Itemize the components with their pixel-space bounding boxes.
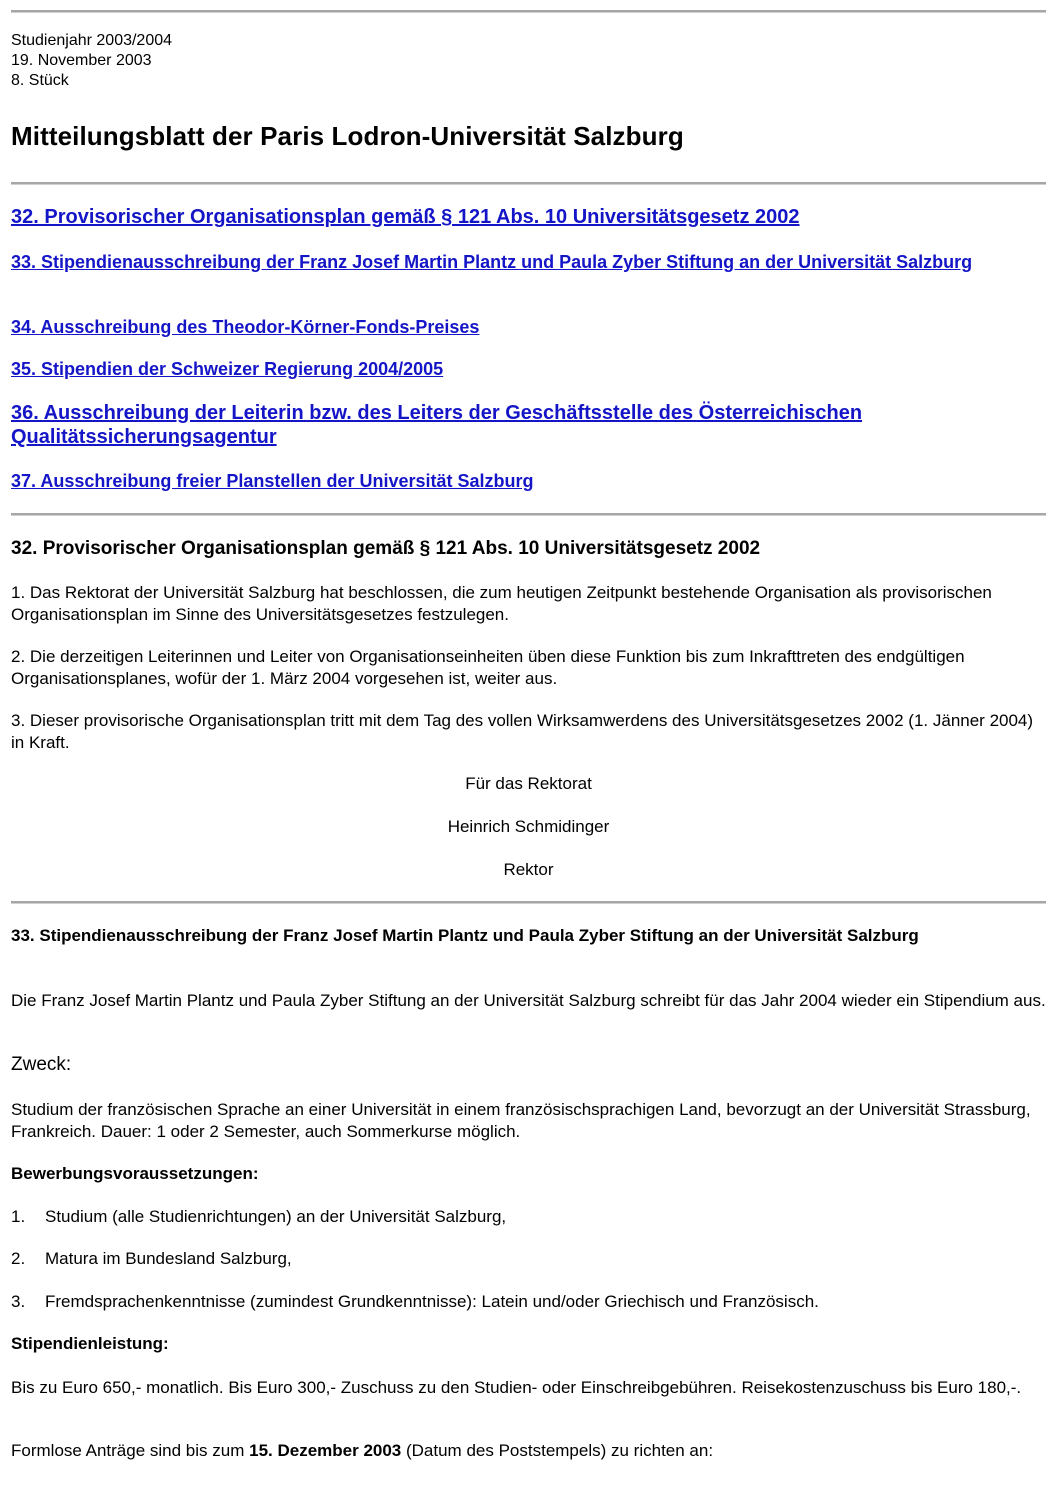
toc-link-34[interactable]: 34. Ausschreibung des Theodor-Körner-Fonds-Preises <box>11 317 480 337</box>
application-text-before: Formlose Anträge sind bis zum <box>11 1441 250 1460</box>
academic-year: Studienjahr 2003/2004 <box>11 32 173 49</box>
signature-role: Rektor <box>503 860 554 879</box>
toc-link-32[interactable]: 32. Provisorischer Organisationsplan gemäß § 121 Abs. 10 Universitätsgesetz 2002 <box>11 206 800 228</box>
signature-for-rectorate: Für das Rektorat <box>465 774 592 793</box>
signature-name: Heinrich Schmidinger <box>447 817 610 836</box>
requirement-number: 3. <box>11 1292 26 1311</box>
section-33-heading: 33. Stipendienausschreibung der Franz Josef Martin Plantz und Paula Zyber Stiftung an der Universität Salzburg <box>11 926 919 945</box>
benefits-text: Bis zu Euro 650,- monatlich. Bis Euro 300,- Zuschuss zu den Studien- oder Einschreibgebühren. Reisekostenzuschuss bis Euro 180,-. <box>11 1378 1022 1397</box>
top-divider <box>11 10 1046 13</box>
application-deadline: 15. Dezember 2003 <box>249 1441 402 1460</box>
toc-link-35[interactable]: 35. Stipendien der Schweizer Regierung 2004/2005 <box>11 359 444 379</box>
requirement-number: 2. <box>11 1249 26 1268</box>
requirement-item-1 <box>11 1206 506 1228</box>
benefits-label <box>11 1333 1046 1355</box>
application-text-after: (Datum des Poststempels) zu richten an: <box>401 1441 714 1460</box>
issue-number: 8. Stück <box>11 72 69 89</box>
benefits-label-text: Stipendienleistung: <box>11 1334 169 1353</box>
requirement-item-3 <box>11 1291 819 1313</box>
requirement-text: Fremdsprachenkenntnisse (zumindest Grundkenntnisse): Latein und/oder Griechisch und Französisch. <box>45 1292 819 1311</box>
requirement-number: 1. <box>11 1207 26 1226</box>
divider-header <box>11 182 1046 185</box>
requirement-text: Matura im Bundesland Salzburg, <box>45 1249 292 1268</box>
purpose-text: Studium der französischen Sprache an einer Universität in einem französischsprachigen Land, bevorzugt an der Universität Strassburg, Frankreich. Dauer: 1 oder 2 Semester, auch Sommerkurse möglich. <box>11 1100 1031 1141</box>
purpose-label: Zweck: <box>11 1054 72 1075</box>
requirement-text: Studium (alle Studienrichtungen) an der Universität Salzburg, <box>45 1207 507 1226</box>
requirements-label-text: Bewerbungsvoraussetzungen: <box>11 1164 259 1183</box>
page-title: Mitteilungsblatt der Paris Lodron-Universität Salzburg <box>11 121 684 151</box>
section-33-intro: Die Franz Josef Martin Plantz und Paula Zyber Stiftung an der Universität Salzburg schreibt für das Jahr 2004 wieder ein Stipendium aus. <box>11 991 1046 1010</box>
application-instructions <box>11 1440 1046 1462</box>
toc-link-36[interactable]: 36. Ausschreibung der Leiterin bzw. des Leiters der Geschäftsstelle des Österreichischen Qualitätssicherungsagentur <box>11 402 863 448</box>
toc-link-37[interactable]: 37. Ausschreibung freier Planstellen der Universität Salzburg <box>11 471 534 491</box>
divider-toc <box>11 513 1046 516</box>
section-32-heading: 32. Provisorischer Organisationsplan gemäß § 121 Abs. 10 Universitätsgesetz 2002 <box>11 538 761 559</box>
section-32-paragraph-1: 1. Das Rektorat der Universität Salzburg hat beschlossen, die zum heutigen Zeitpunkt bestehende Organisation als provisorischen Organisationsplan im Sinne des Universitätsgesetzes festzulegen. <box>11 583 992 624</box>
divider-section-32 <box>11 901 1046 904</box>
section-32-paragraph-3: 3. Dieser provisorische Organisationsplan tritt mit dem Tag des vollen Wirksamwerdens des Universitätsgesetzes 2002 (1. Jänner 2004) in Kraft. <box>11 711 1034 752</box>
requirements-label <box>11 1163 1046 1185</box>
section-32-paragraph-2: 2. Die derzeitigen Leiterinnen und Leiter von Organisationseinheiten üben diese Funktion bis zum Inkrafttreten des endgültigen Organisationsplanes, wofür der 1. März 2004 vorgesehen ist, weiter aus. <box>11 647 965 688</box>
requirement-item-2 <box>11 1248 292 1270</box>
toc-link-33[interactable]: 33. Stipendienausschreibung der Franz Josef Martin Plantz und Paula Zyber Stiftung an der Universität Salzburg <box>11 252 973 272</box>
issue-date: 19. November 2003 <box>11 52 152 69</box>
